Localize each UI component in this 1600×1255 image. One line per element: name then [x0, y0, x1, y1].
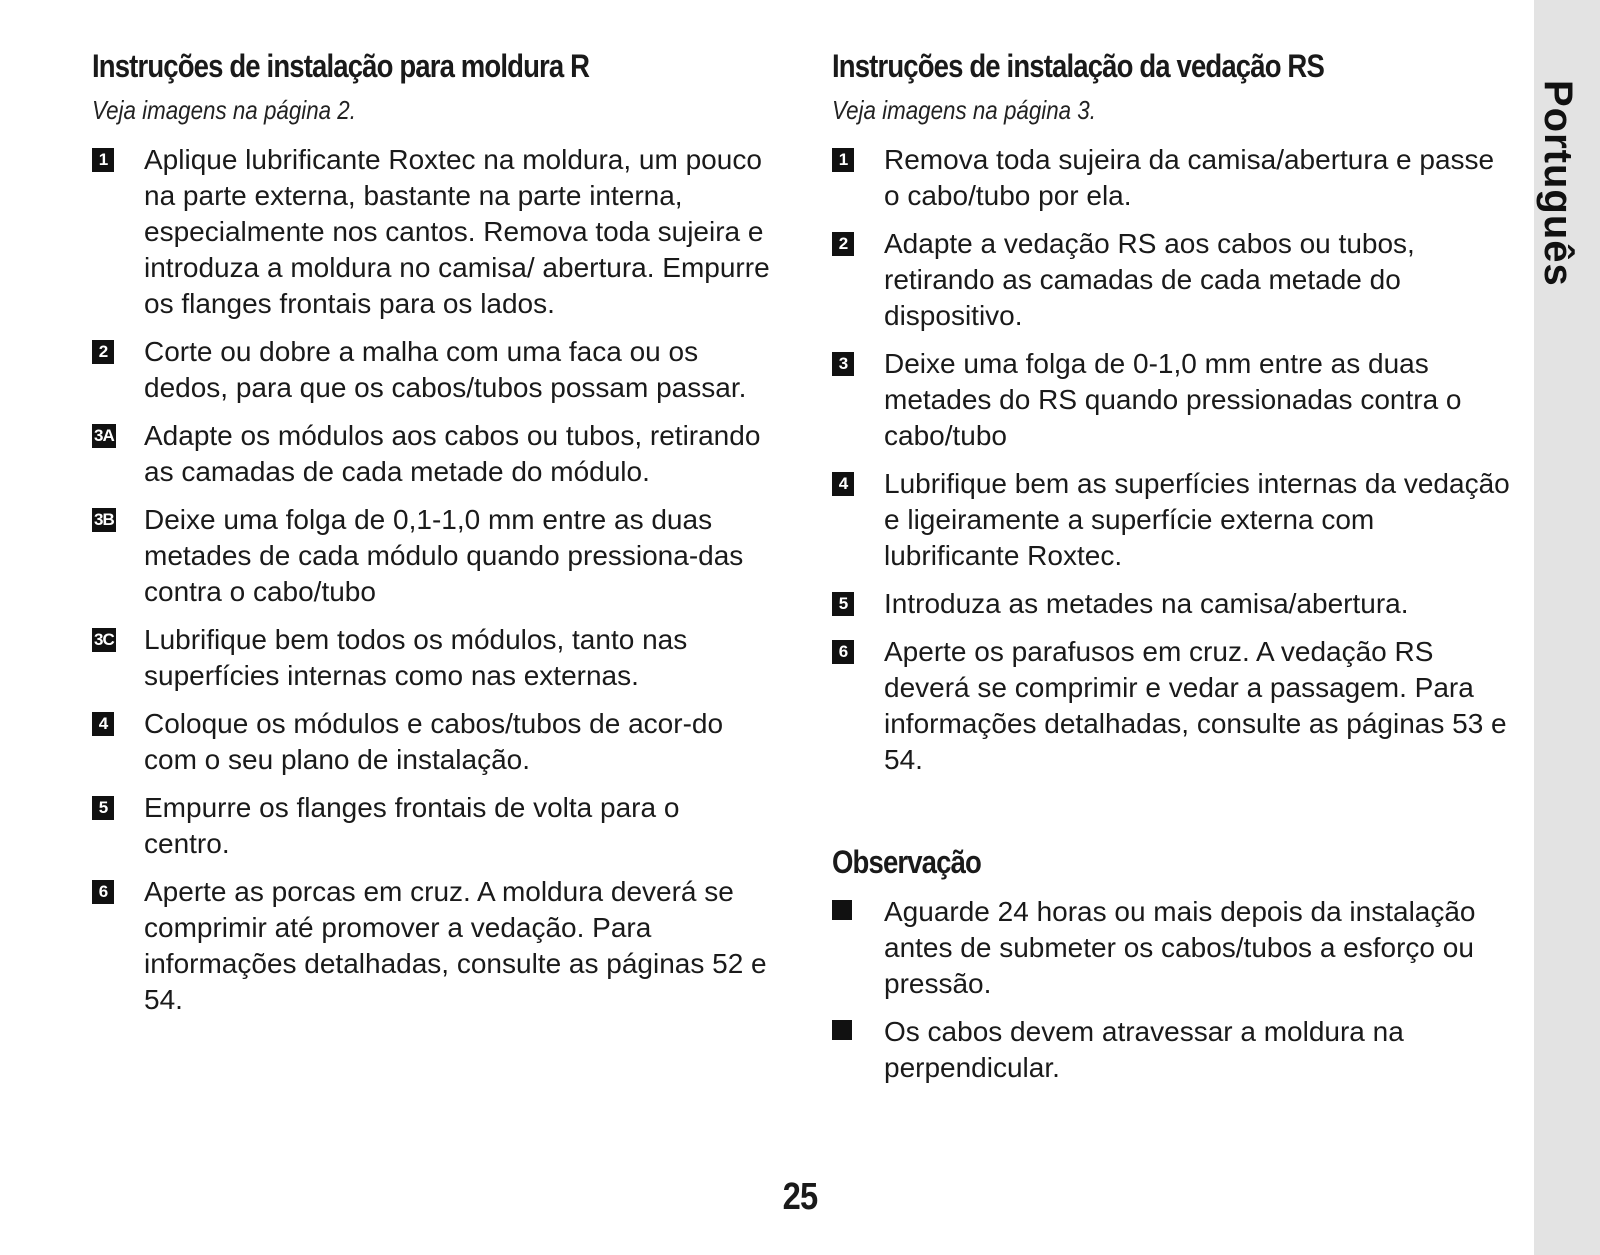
step-text: Coloque os módulos e cabos/tubos de acor-do com o seu plano de instalação. [144, 708, 724, 775]
step-item [92, 142, 772, 322]
step-item [92, 790, 772, 862]
observation-title: Observação [832, 844, 981, 880]
step-text: Adapte a vedação RS aos cabos ou tubos, retirando as camadas de cada metade do dispositivo. [884, 228, 1415, 331]
step-number-badge: 3C [92, 628, 116, 652]
step-item [92, 334, 772, 406]
step-number-badge: 4 [92, 712, 114, 736]
step-text: Lubrifique bem todos os módulos, tanto nas superfícies internas como nas externas. [144, 624, 688, 691]
square-bullet-icon [832, 900, 852, 920]
square-bullet-icon [832, 1020, 852, 1040]
section-subtitle-rs-seal: Veja imagens na página 3. [832, 95, 1096, 125]
step-item [92, 502, 772, 610]
section-subtitle-r-frame: Veja imagens na página 2. [92, 95, 356, 125]
step-item [832, 586, 1512, 622]
left-column [92, 44, 772, 1030]
note-text: Aguarde 24 horas ou mais depois da instalação antes de submeter os cabos/tubos a esforço ou pressão. [884, 896, 1476, 999]
step-item [832, 346, 1512, 454]
step-number-badge: 1 [92, 148, 114, 172]
note-item [832, 1014, 1512, 1086]
section-title-r-frame: Instruções de instalação para moldura R [92, 48, 590, 84]
right-column [832, 44, 1512, 1098]
step-number-badge: 4 [832, 472, 854, 496]
language-tab-label: Português [1536, 80, 1580, 287]
step-text: Adapte os módulos aos cabos ou tubos, retirando as camadas de cada metade do módulo. [144, 420, 761, 487]
rs-seal-steps [832, 142, 1512, 778]
step-item [92, 418, 772, 490]
step-text: Corte ou dobre a malha com uma faca ou os dedos, para que os cabos/tubos possam passar. [144, 336, 747, 403]
step-text: Deixe uma folga de 0-1,0 mm entre as duas metades do RS quando pressionadas contra o cabo/tubo [884, 348, 1462, 451]
step-number-badge: 6 [832, 640, 854, 664]
observation-notes [832, 894, 1512, 1086]
step-item [92, 706, 772, 778]
language-side-tab [1534, 0, 1600, 1255]
section-title-rs-seal: Instruções de instalação da vedação RS [832, 48, 1324, 84]
step-number-badge: 6 [92, 880, 114, 904]
step-text: Remova toda sujeira da camisa/abertura e passe o cabo/tubo por ela. [884, 144, 1495, 211]
step-text: Aplique lubrificante Roxtec na moldura, um pouco na parte externa, bastante na parte interna, especialmente nos cantos. Remova toda sujeira e introduza a moldura no camisa/ abertura. Empurre os flanges frontais para os lados. [144, 144, 770, 319]
step-number-badge: 3 [832, 352, 854, 376]
step-item [832, 634, 1512, 778]
step-number-badge: 5 [832, 592, 854, 616]
note-text: Os cabos devem atravessar a moldura na perpendicular. [884, 1016, 1404, 1083]
page-number: 25 [782, 1176, 818, 1218]
step-number-badge: 3B [92, 508, 116, 532]
step-item [92, 622, 772, 694]
step-text: Empurre os flanges frontais de volta para o centro. [144, 792, 680, 859]
step-text: Aperte os parafusos em cruz. A vedação RS deverá se comprimir e vedar a passagem. Para informações detalhadas, consulte as páginas 53 e 54. [884, 636, 1507, 775]
step-number-badge: 1 [832, 148, 854, 172]
step-item [832, 226, 1512, 334]
step-item [92, 874, 772, 1018]
note-item [832, 894, 1512, 1002]
step-number-badge: 5 [92, 796, 114, 820]
step-item [832, 142, 1512, 214]
step-number-badge: 2 [832, 232, 854, 256]
step-number-badge: 3A [92, 424, 116, 448]
step-text: Introduza as metades na camisa/abertura. [884, 588, 1409, 619]
step-text: Deixe uma folga de 0,1-1,0 mm entre as duas metades de cada módulo quando pressiona-das contra o cabo/tubo [144, 504, 744, 607]
step-text: Aperte as porcas em cruz. A moldura deverá se comprimir até promover a vedação. Para informações detalhadas, consulte as páginas 52 e 54. [144, 876, 767, 1015]
step-text: Lubrifique bem as superfícies internas da vedação e ligeiramente a superfície externa com lubrificante Roxtec. [884, 468, 1510, 571]
r-frame-steps [92, 142, 772, 1018]
step-number-badge: 2 [92, 340, 114, 364]
step-item [832, 466, 1512, 574]
